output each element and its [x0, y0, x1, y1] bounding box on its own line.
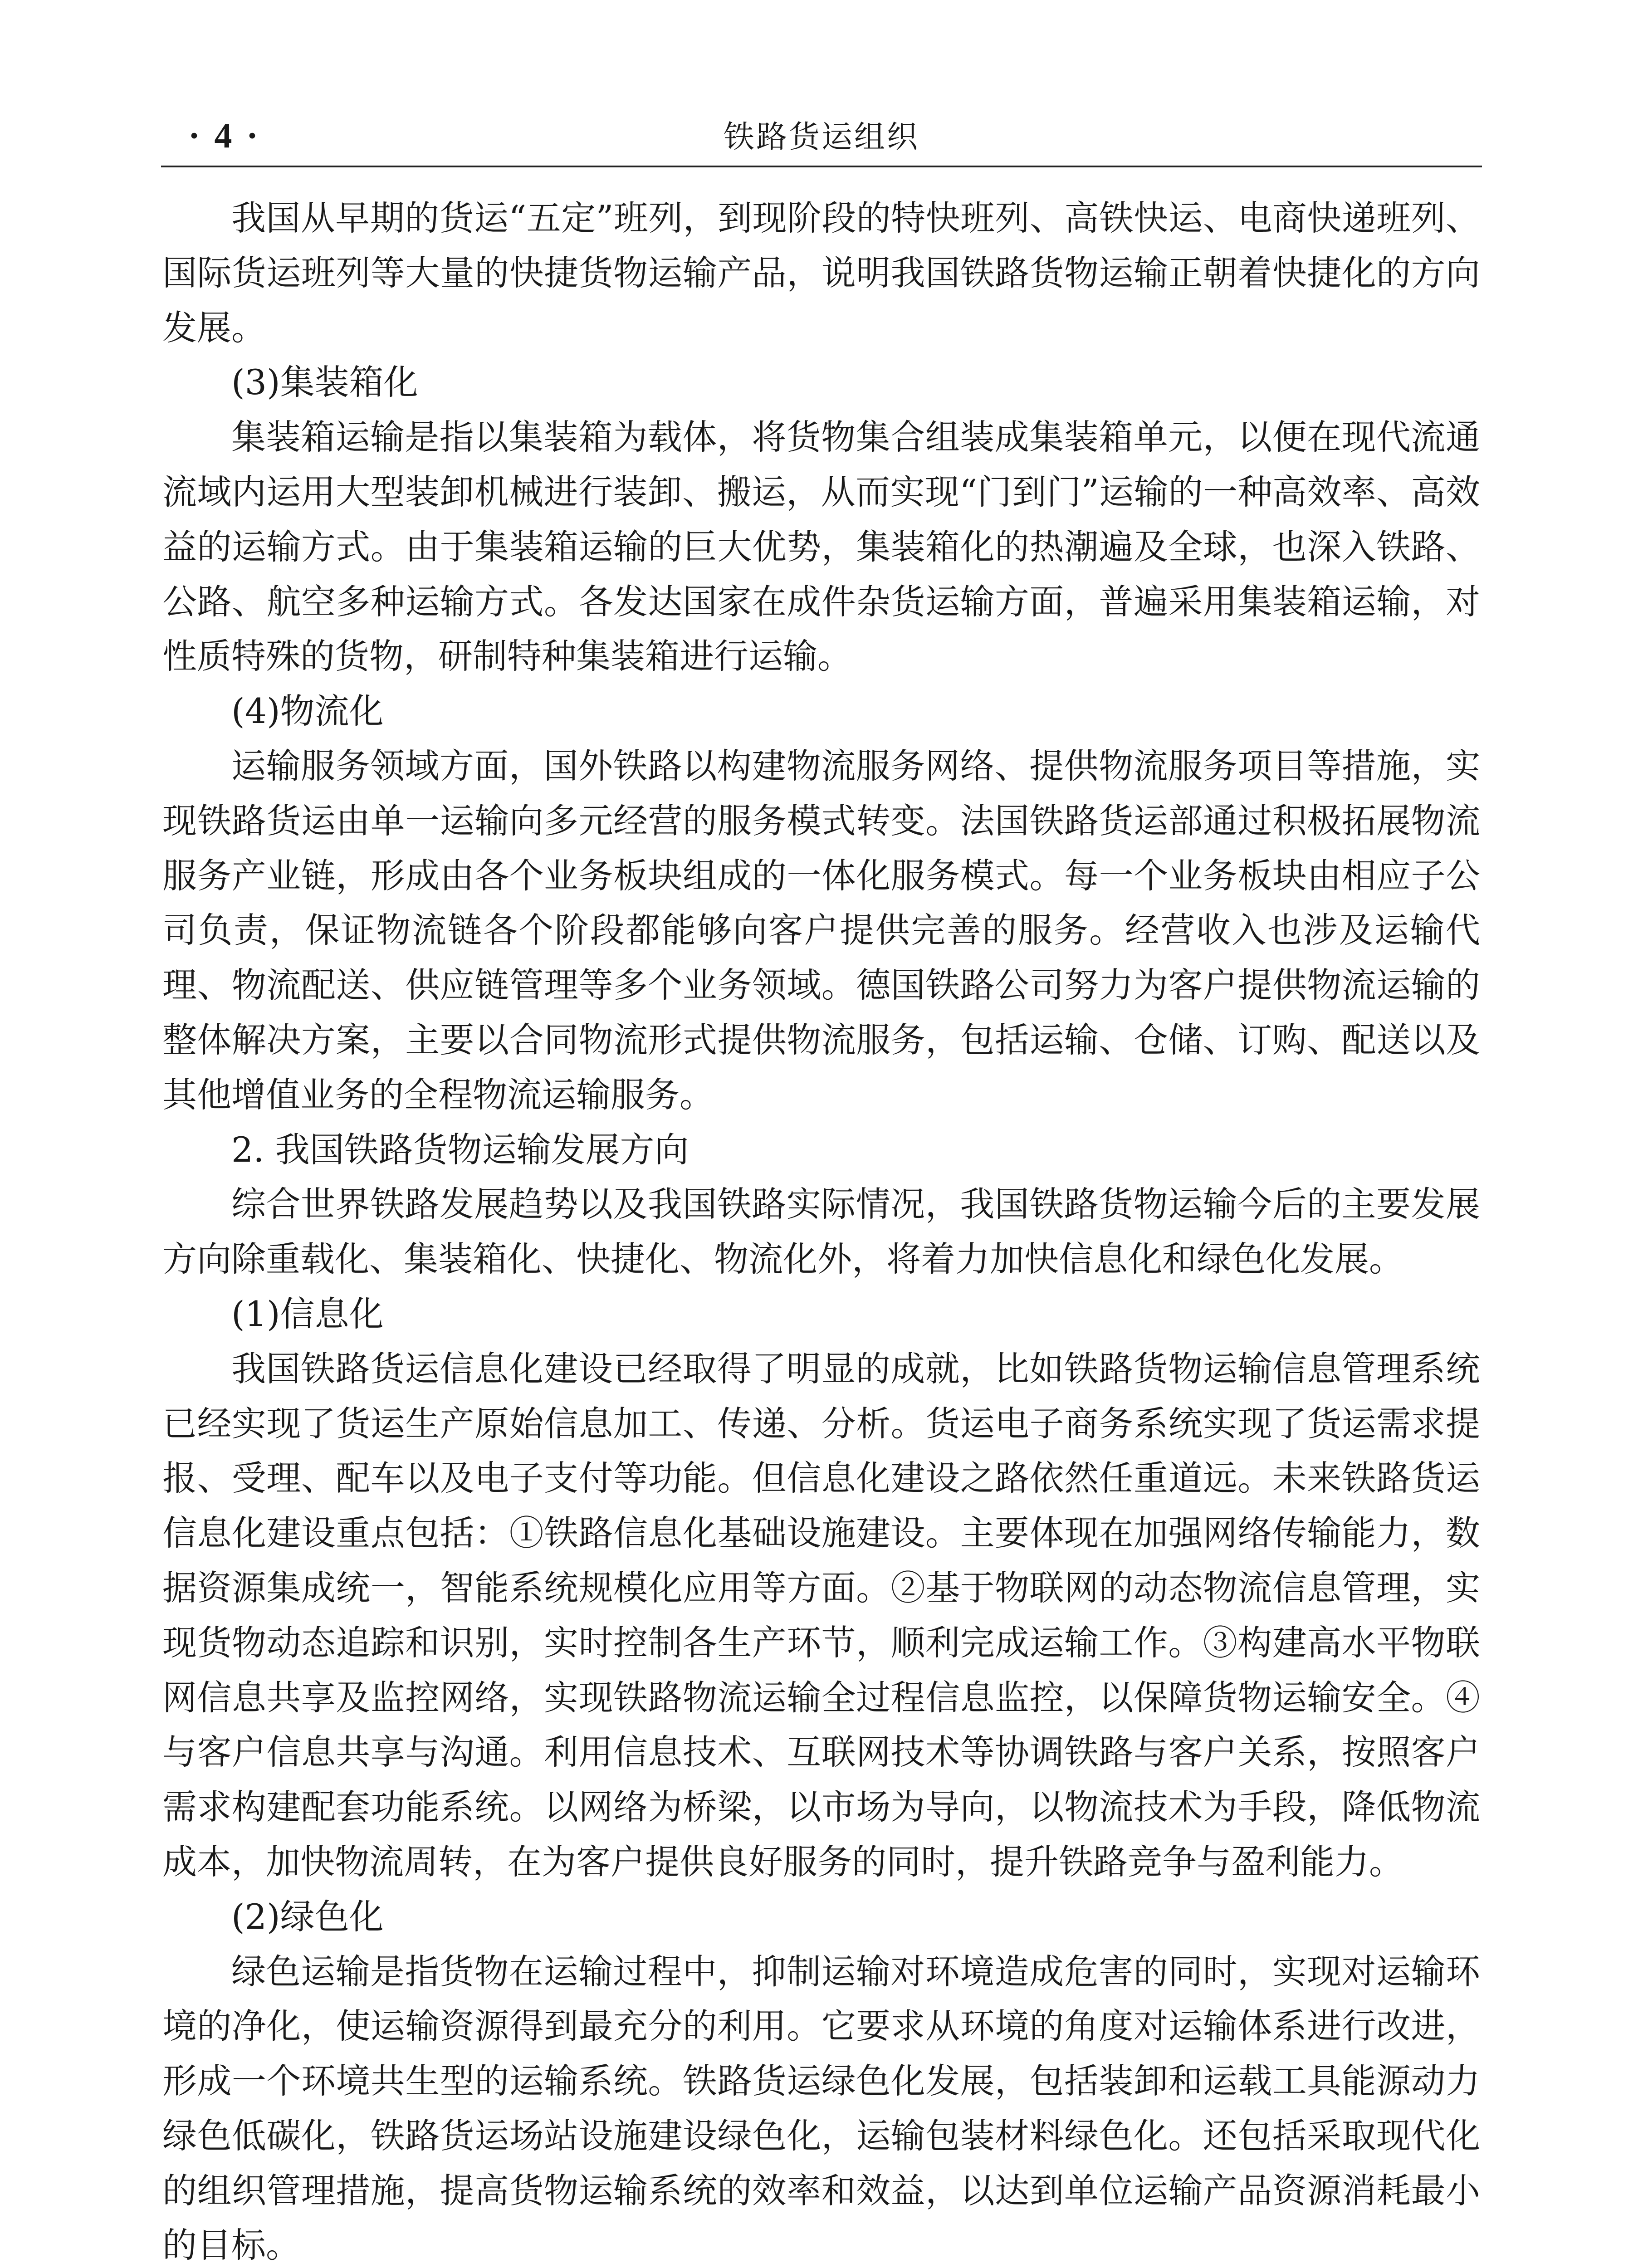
body-text	[162, 191, 1480, 2268]
paragraph: 绿色运输是指货物在运输过程中，抑制运输对环境造成危害的同时，实现对运输环境的净化，使运输资源得到最充分的利用。它要求从环境的角度对运输体系进行改进，形成一个环境共生型的运输系统。铁路货运绿色化发展，包括装卸和运载工具能源动力绿色低碳化，铁路货运场站设施建设绿色化，运输包装材料绿色化。还包括采取现代化的组织管理措施，提高货物运输系统的效率和效益，以达到单位运输产品资源消耗最小的目标。	[162, 1951, 1480, 2266]
subheading: (3)集装箱化	[231, 362, 418, 403]
running-header	[161, 116, 1482, 167]
paragraph: 我国铁路货运信息化建设已经取得了明显的成就，比如铁路货物运输信息管理系统已经实现了货运生产原始信息加工、传递、分析。货运电子商务系统实现了货运需求提报、受理、配车以及电子支付等功能。但信息化建设之路依然任重道远。未来铁路货运信息化建设重点包括：①铁路信息化基础设施建设。主要体现在加强网络传输能力，数据资源集成统一，智能系统规模化应用等方面。②基于物联网的动态物流信息管理，实现货物动态追踪和识别，实时控制各生产环节，顺利完成运输工作。③构建高水平物联网信息共享及监控网络，实现铁路物流运输全过程信息监控，以保障货物运输安全。④与客户信息共享与沟通。利用信息技术、互联网技术等协调铁路与客户关系，按照客户需求构建配套功能系统。以网络为桥梁，以市场为导向，以物流技术为手段，降低物流成本，加快物流周转，在为客户提供良好服务的同时，提升铁路竞争与盈利能力。	[162, 1348, 1480, 1882]
paragraph: 我国从早期的货运“五定”班列，到现阶段的特快班列、高铁快运、电商快递班列、国际货运班列等大量的快捷货物运输产品，说明我国铁路货物运输正朝着快捷化的方向发展。	[162, 198, 1480, 348]
subheading: 2. 我国铁路货物运输发展方向	[231, 1129, 689, 1170]
page-number: · 4 ·	[188, 116, 261, 155]
subheading: (4)物流化	[231, 691, 384, 732]
subheading: (2)绿色化	[231, 1896, 384, 1937]
paragraph: 综合世界铁路发展趋势以及我国铁路实际情况，我国铁路货物运输今后的主要发展方向除重载化、集装箱化、快捷化、物流化外，将着力加快信息化和绿色化发展。	[162, 1184, 1480, 1280]
paragraph: 集装箱运输是指以集装箱为载体，将货物集合组装成集装箱单元，以便在现代流通流域内运用大型装卸机械进行装卸、搬运，从而实现“门到门”运输的一种高效率、高效益的运输方式。由于集装箱运输的巨大优势，集装箱化的热潮遍及全球，也深入铁路、公路、航空多种运输方式。各发达国家在成件杂货运输方面，普遍采用集装箱运输，对性质特殊的货物，研制特种集装箱进行运输。	[162, 417, 1480, 677]
running-title: 铁路货运组织	[723, 119, 919, 155]
subheading: (1)信息化	[231, 1293, 384, 1334]
paragraph: 运输服务领域方面，国外铁路以构建物流服务网络、提供物流服务项目等措施，实现铁路货运由单一运输向多元经营的服务模式转变。法国铁路货运部通过积极拓展物流服务产业链，形成由各个业务板块组成的一体化服务模式。每一个业务板块由相应子公司负责，保证物流链各个阶段都能够向客户提供完善的服务。经营收入也涉及运输代理、物流配送、供应链管理等多个业务领域。德国铁路公司努力为客户提供物流运输的整体解决方案，主要以合同物流形式提供物流服务，包括运输、仓储、订购、配送以及其他增值业务的全程物流运输服务。	[162, 745, 1480, 1115]
